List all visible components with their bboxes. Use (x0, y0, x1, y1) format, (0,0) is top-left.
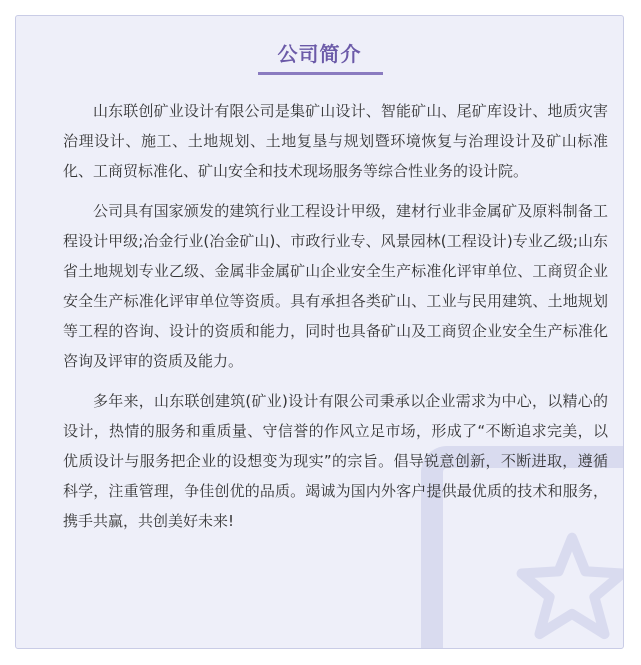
paragraph-mission: 多年来，山东联创建筑(矿业)设计有限公司秉承以企业需求为中心，以精心的设计，热情的服务和重质量、守信誉的作风立足市场，形成了“不断追求完美，以优质设计与服务把企业的设想变为现实”的宗旨。倡导锐意创新，不断进取，遵循科学，注重管理，争佳创优的品质。竭诚为国内外客户提供最优质的技术和服务，携手共赢，共创美好未来! (63, 392, 608, 530)
title-underline (258, 72, 383, 75)
page-title: 公司简介 (277, 42, 362, 66)
paragraph-qualifications: 公司具有国家颁发的建筑行业工程设计甲级，建材行业非金属矿及原料制备工程设计甲级;冶金行业(冶金矿山)、市政行业专、风景园林(工程设计)专业乙级;山东省土地规划专业乙级、金属非金属矿山企业安全生产标准化评审单位、工商贸企业安全生产标准化评审单位等资质。具有承担各类矿山、工业与民用建筑、土地规划等工程的咨询、设计的资质和能力，同时也具备矿山及工商贸企业安全生产标准化咨询及评审的资质及能力。 (63, 202, 608, 370)
intro-content (63, 96, 608, 546)
paragraph-overview: 山东联创矿业设计有限公司是集矿山设计、智能矿山、尾矿库设计、地质灾害治理设计、施工、土地规划、土地复垦与规划暨环境恢复与治理设计及矿山标准化、工商贸标准化、矿山安全和技术现场服务等综合性业务的设计院。 (63, 102, 608, 180)
intro-card (15, 15, 624, 649)
star-icon (516, 531, 624, 643)
